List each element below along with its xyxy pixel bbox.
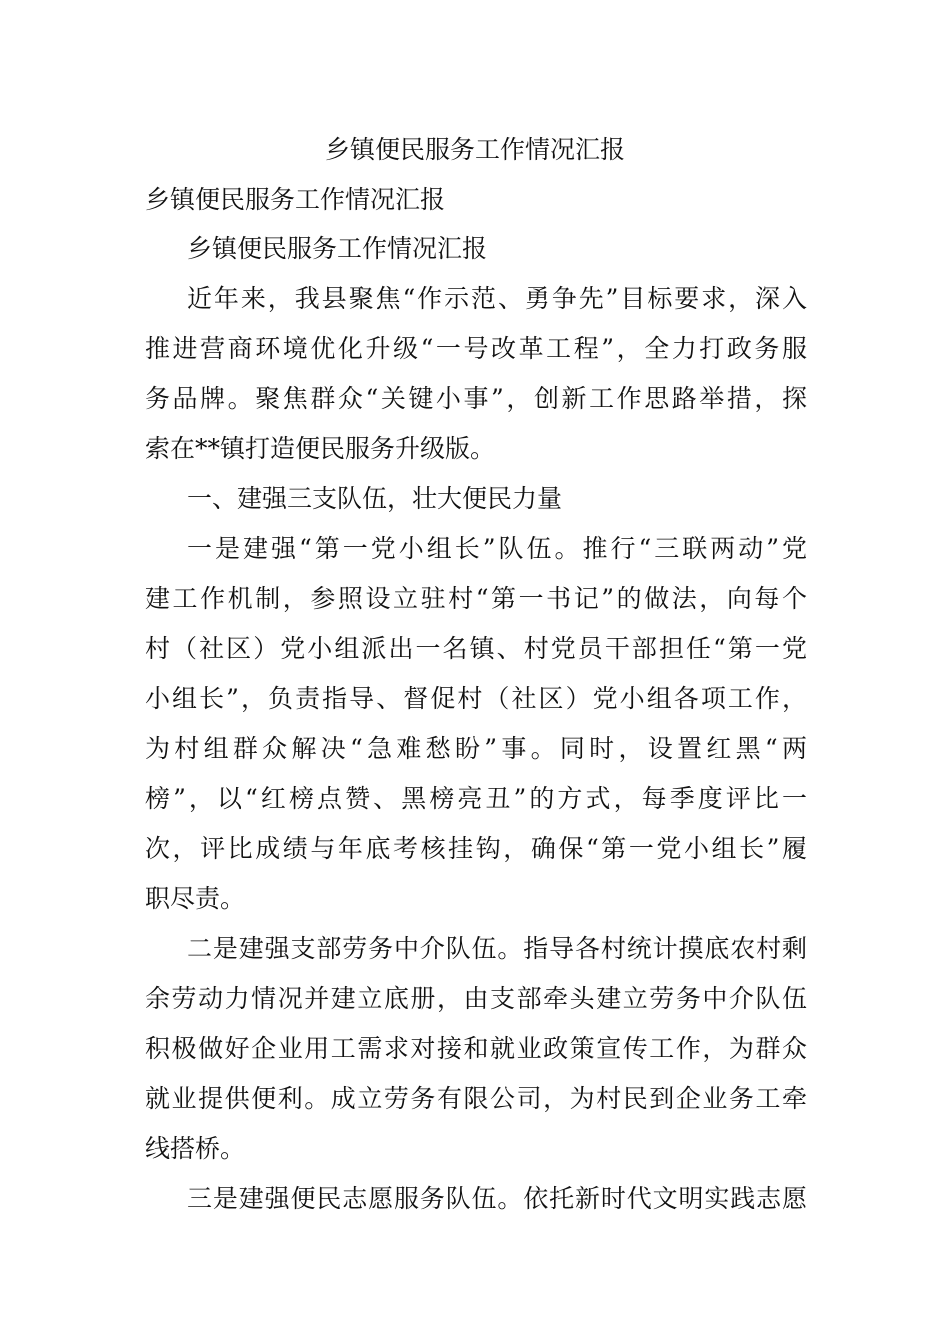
document-subtitle: 乡镇便民服务工作情况汇报: [145, 185, 446, 214]
document-subtitle-indented: 乡镇便民服务工作情况汇报: [187, 234, 488, 263]
paragraph-line: 积极做好企业用工需求对接和就业政策宣传工作，为群众: [145, 1034, 807, 1063]
section-heading: 一、建强三支队伍，壮大便民力量: [187, 484, 563, 513]
paragraph-line: 务品牌。聚焦群众“关键小事”，创新工作思路举措，探: [145, 384, 807, 413]
paragraph-line: 建工作机制，参照设立驻村“第一书记”的做法，向每个: [145, 584, 807, 613]
paragraph-line: 二是建强支部劳务中介队伍。指导各村统计摸底农村剩: [187, 934, 807, 963]
paragraph-line: 线搭桥。: [145, 1134, 246, 1163]
paragraph-line: 为村组群众解决“急难愁盼”事。同时，设置红黑“两: [145, 734, 807, 763]
paragraph-line: 次，评比成绩与年底考核挂钩，确保“第一党小组长”履: [145, 834, 807, 863]
paragraph-line: 近年来，我县聚焦“作示范、勇争先”目标要求，深入: [187, 284, 807, 313]
paragraph-line: 职尽责。: [145, 884, 246, 913]
paragraph-line: 一是建强“第一党小组长”队伍。推行“三联两动”党: [187, 534, 807, 563]
paragraph-line: 榜”，以“红榜点赞、黑榜亮丑”的方式，每季度评比一: [145, 784, 807, 813]
paragraph-line: 就业提供便利。成立劳务有限公司，为村民到企业务工牵: [145, 1084, 807, 1113]
document-title: 乡镇便民服务工作情况汇报: [324, 135, 625, 164]
paragraph-line: 推进营商环境优化升级“一号改革工程”，全力打政务服: [145, 334, 807, 363]
paragraph-line: 余劳动力情况并建立底册，由支部牵头建立劳务中介队伍: [145, 984, 807, 1013]
paragraph-line: 索在**镇打造便民服务升级版。: [145, 434, 496, 463]
paragraph-line: 小组长”，负责指导、督促村（社区）党小组各项工作，: [145, 684, 807, 713]
paragraph-line: 村（社区）党小组派出一名镇、村党员干部担任“第一党: [145, 634, 807, 663]
paragraph-line: 三是建强便民志愿服务队伍。依托新时代文明实践志愿: [187, 1184, 807, 1213]
